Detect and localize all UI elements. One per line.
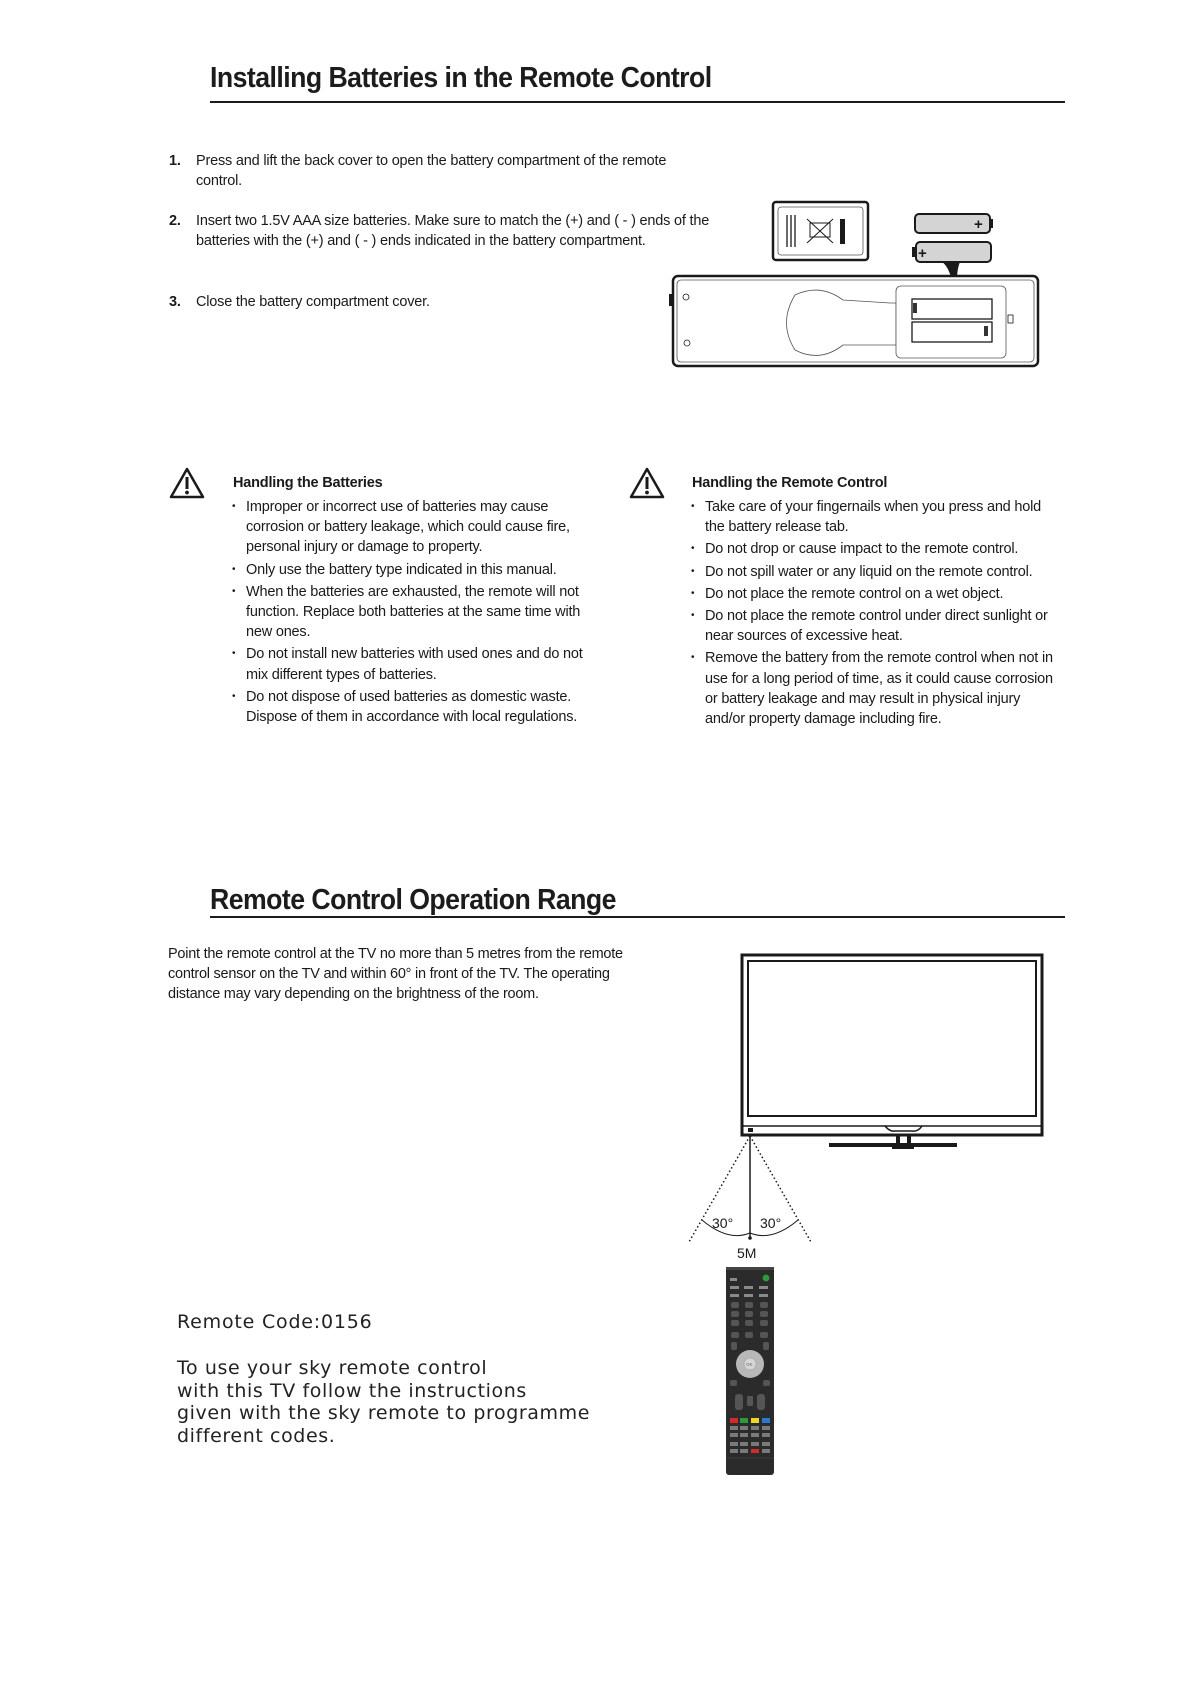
list-item: • Do not place the remote control under direct sunlight or near sources of excessive heat. [691,606,1053,646]
angle-right-label: 30° [760,1215,782,1231]
sky-instructions [177,1357,590,1447]
tv-icon [742,955,1042,1149]
aaa-battery-bottom [912,242,991,262]
section-title-installing-batteries: Installing Batteries in the Remote Control [210,62,712,94]
title-underline [210,101,1065,103]
sky-instructions-line: given with the sky remote to programme [177,1402,591,1424]
list-item: • When the batteries are exhausted, the remote will not function. Replace both batteries at the same time with new ones. [232,582,594,643]
step-3 [169,292,699,312]
list-item: • Take care of your fingernails when you press and hold the battery release tab. [691,497,1053,537]
warning-list-batteries [232,497,594,729]
list-item: • Only use the battery type indicated in this manual. [232,560,594,580]
sky-instructions-line: with this TV follow the instructions [177,1379,527,1402]
remote-back-icon [673,276,1038,366]
step-text: Insert two 1.5V AAA size batteries. Make sure to match the (+) and ( - ) ends of the batteries with the (+) and ( - ) ends indicated in the battery compartment. [196,213,710,249]
sky-instructions-line: To use your sky remote control [177,1357,488,1379]
warning-list-remote-control [691,497,1053,731]
list-item: • Improper or incorrect use of batteries may cause corrosion or battery leakage, which could cause fire, personal injury or damage to property. [232,497,594,558]
section-title-operation-range: Remote Control Operation Range [210,884,616,916]
list-item: • Do not spill water or any liquid on the remote control. [691,562,1053,582]
sky-instructions-line: different codes. [177,1424,336,1447]
warning-triangle-icon [168,466,206,500]
remote-code-label: Remote Code:0156 [177,1311,373,1333]
list-item: • Do not dispose of used batteries as domestic waste. Dispose of them in accordance with local regulations. [232,687,594,727]
step-text: Press and lift the back cover to open the battery compartment of the remote control. [196,153,667,189]
warning-heading-remote-control: Handling the Remote Control [692,475,888,491]
green-button-icon [740,1418,748,1423]
distance-label: 5M [737,1245,757,1260]
step-number: 3. [169,294,181,310]
aaa-battery-top [915,214,993,233]
yellow-button-icon [751,1418,759,1423]
ir-sensor-icon [748,1128,753,1132]
tv-range-diagram [680,950,1060,1260]
step-number: 2. [169,213,181,229]
list-item: • Remove the battery from the remote control when not in use for a long period of time, as it could cause corrosion or battery leakage and may result in physical injury and/or property damage including fire. [691,648,1053,729]
battery-installation-illustration [660,195,1050,375]
power-button-icon [763,1275,770,1282]
remote-control-front-illustration [725,1266,777,1478]
step-2 [169,211,729,271]
ok-label: OK [746,1362,753,1367]
red-button-icon [730,1418,738,1423]
battery-plus-label: + [918,245,927,262]
title-underline [210,916,1065,918]
step-text: Close the battery compartment cover. [196,294,430,310]
list-item: • Do not drop or cause impact to the remote control. [691,539,1053,559]
warning-triangle-icon [628,466,666,500]
list-item: • Do not install new batteries with used ones and do not mix different types of batteries. [232,644,594,684]
warning-heading-batteries: Handling the Batteries [233,475,383,491]
angle-left-label: 30° [712,1215,734,1231]
step-1 [169,151,699,191]
operation-range-paragraph: Point the remote control at the TV no more than 5 metres from the remote control sensor on the TV and within 60° in front of the TV. The operating distance may vary depending on the brightness of the room. [168,946,623,1002]
blue-button-icon [762,1418,770,1423]
range-fan [689,1136,811,1242]
record-button-icon [751,1449,759,1453]
list-item: • Do not place the remote control on a wet object. [691,584,1053,604]
step-number: 1. [169,153,181,169]
battery-plus-label: + [974,216,983,233]
